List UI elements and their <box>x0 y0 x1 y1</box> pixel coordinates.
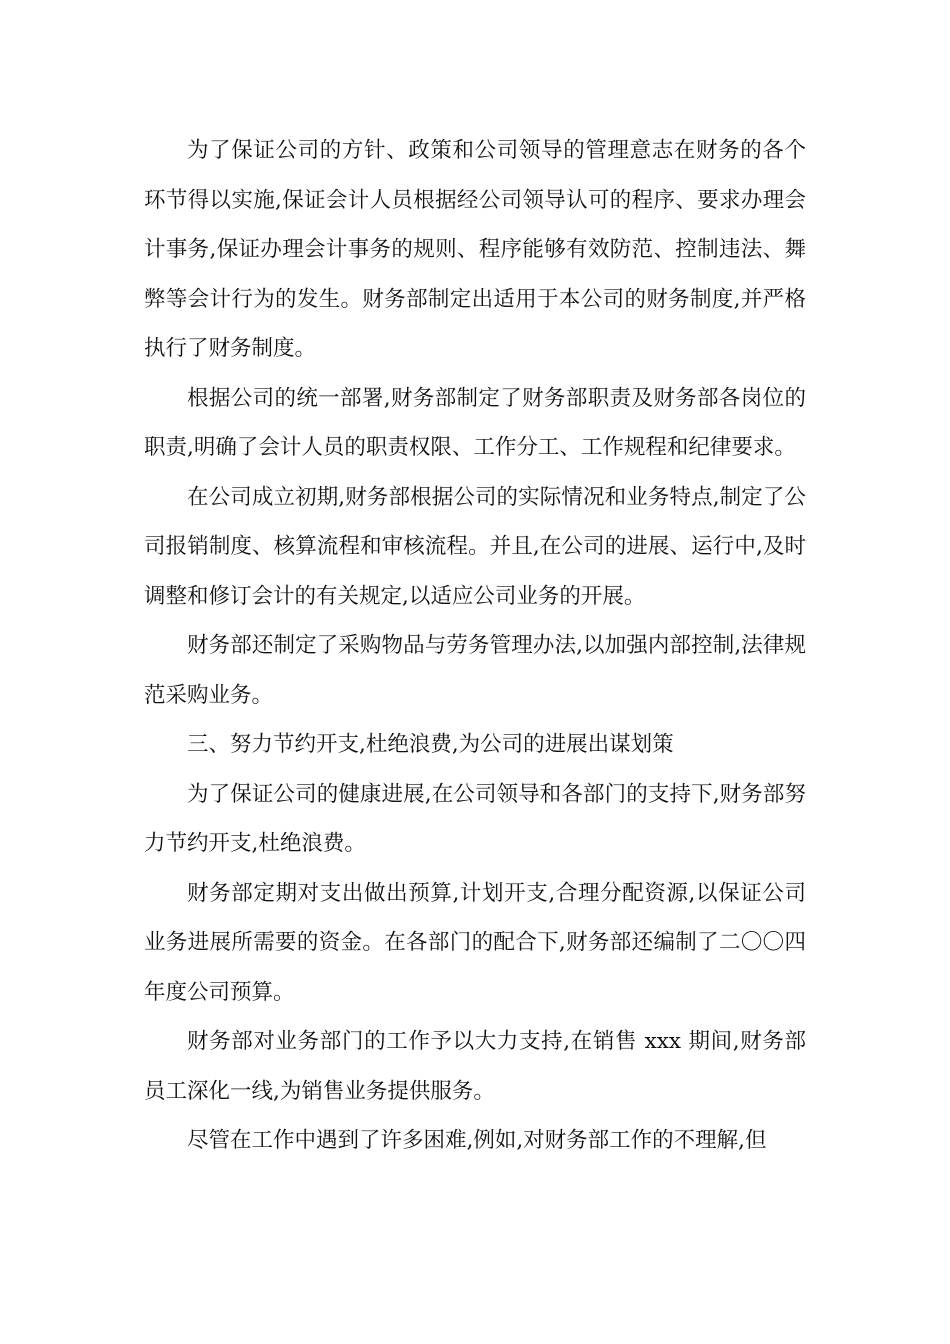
section-heading-3: 三、努力节约开支,杜绝浪费,为公司的进展出谋划策 <box>187 732 674 757</box>
paragraph-2: 根据公司的统一部署,财务部制定了财务部职责及财务部各岗位的职责,明确了会计人员的职责权限、工作分工、工作规程和纪律要求。 <box>144 385 806 460</box>
paragraph-7: 财务部对业务部门的工作予以大力支持,在销售 xxx 期间,财务部员工深化一线,为销售业务提供服务。 <box>144 1029 806 1104</box>
document-body <box>144 126 806 1166</box>
paragraph-1: 为了保证公司的方针、政策和公司领导的管理意志在财务的各个环节得以实施,保证会计人员根据经公司领导认可的程序、要求办理会计事务,保证办理会计事务的规则、程序能够有效防范、控制违法、舞弊等会计行为的发生。财务部制定出适用于本公司的财务制度,并严格执行了财务制度。 <box>144 138 806 361</box>
paragraph-4: 财务部还制定了采购物品与劳务管理办法,以加强内部控制,法律规范采购业务。 <box>144 633 806 708</box>
paragraph-3: 在公司成立初期,财务部根据公司的实际情况和业务特点,制定了公司报销制度、核算流程和审核流程。并且,在公司的进展、运行中,及时调整和修订会计的有关规定,以适应公司业务的开展。 <box>144 484 806 609</box>
paragraph-5: 为了保证公司的健康进展,在公司领导和各部门的支持下,财务部努力节约开支,杜绝浪费。 <box>144 781 806 856</box>
paragraph-6: 财务部定期对支出做出预算,计划开支,合理分配资源,以保证公司业务进展所需要的资金。在各部门的配合下,财务部还编制了二〇〇四年度公司预算。 <box>144 880 806 1005</box>
paragraph-8: 尽管在工作中遇到了许多困难,例如,对财务部工作的不理解,但 <box>187 1128 767 1153</box>
